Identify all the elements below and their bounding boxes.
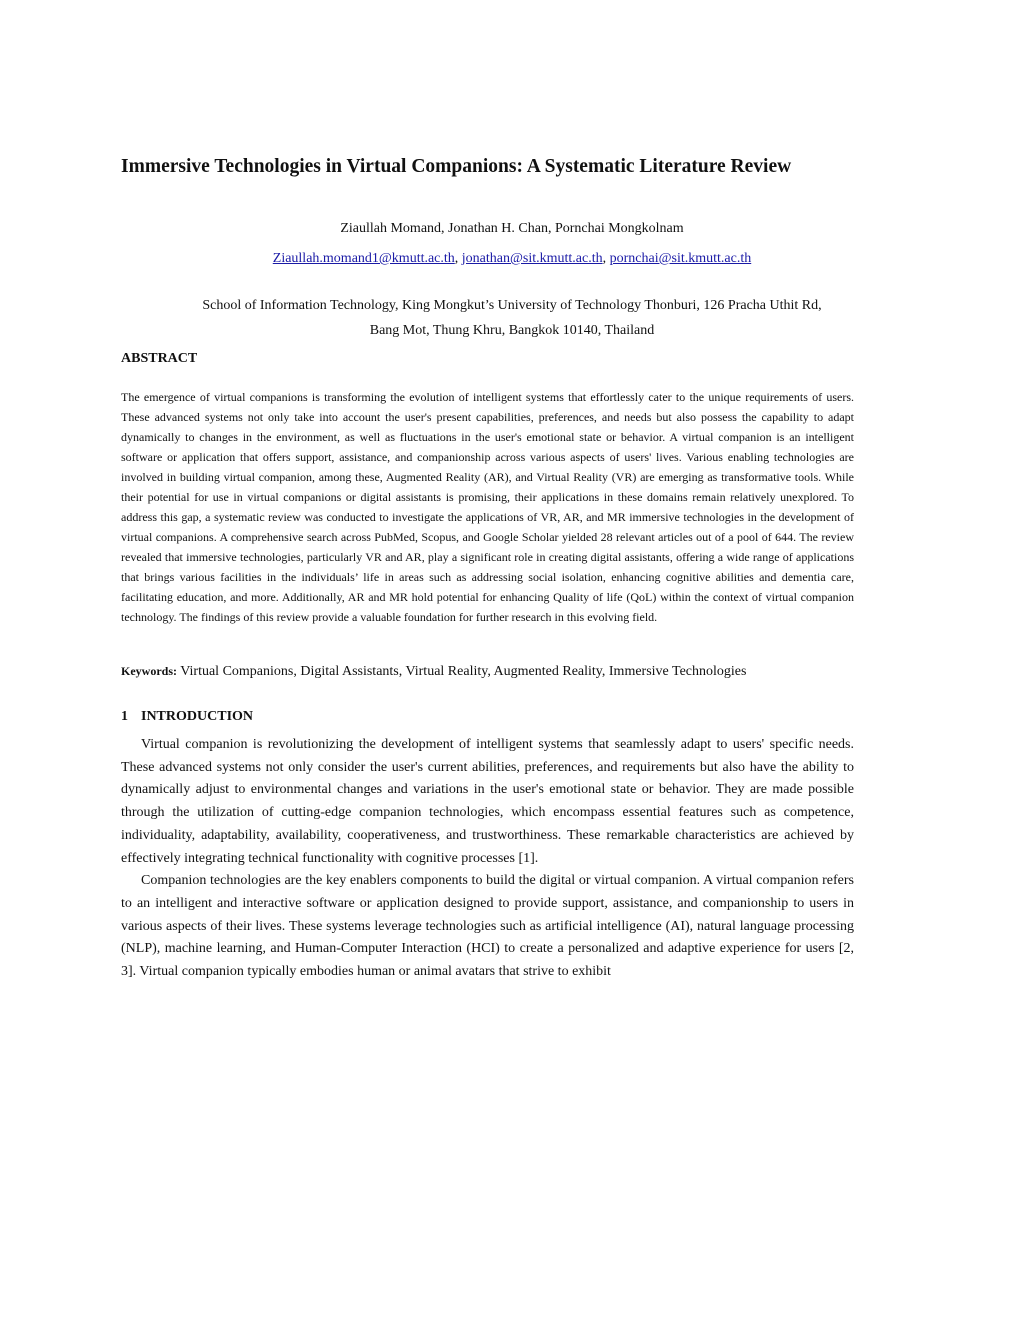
author-list: Ziaullah Momand, Jonathan H. Chan, Pornchai Mongkolnam [340,221,684,236]
paragraph: Companion technologies are the key enablers components to build the digital or virtual companion. A virtual companion refers to an intelligent and interactive software or application designed to provide support, assistance, and companionship to users in various aspects of their lives. These systems leverage technologies such as artificial intelligence (AI), natural language processing (NLP), machine learning, and Human-Computer Interaction (HCI) to create a personalized and adaptive experience for users [2, 3]. Virtual companion typically embodies human or animal avatars that strive to exhibit [121,873,854,980]
affiliation-line: School of Information Technology, King Mongkut’s University of Technology Thonburi, 126 Pracha Uthit Rd, [202,298,822,313]
affiliation-line: Bang Mot, Thung Khru, Bangkok 10140, Thailand [369,323,655,338]
email-link-chan[interactable]: jonathan@sit.kmutt.ac.th [461,251,603,266]
abstract-heading: ABSTRACT [121,351,198,366]
email-separator: , [454,251,462,266]
keywords-text: Virtual Companions, Digital Assistants, Virtual Reality, Augmented Reality, Immersive Technologies [180,664,747,679]
email-link-momand[interactable]: Ziaullah.momand1@kmutt.ac.th [272,251,455,266]
keywords [121,660,854,683]
email-separator: , [602,251,610,266]
paper-title: Immersive Technologies in Virtual Companions: A Systematic Literature Review [121,156,792,177]
abstract-body: The emergence of virtual companions is transforming the evolution of intelligent systems that effortlessly cater to the unique requirements of users. These advanced systems not only take into account the user's present capabilities, preferences, and needs but also possess the capability to adapt dynamically to changes in the environment, as well as fluctuations in the user's emotional state or behavior. A virtual companion is an intelligent software or application that offers support, assistance, and companionship across various aspects of users' lives. Various enabling technologies are involved in building virtual companion, among these, Augmented Reality (AR), and Virtual Reality (VR) are emerging as transformative tools. While their potential for use in virtual companions or digital assistants is promising, their applications in these domains remain relatively unexplored. To address this gap, a systematic review was conducted to investigate the applications of VR, AR, and MR immersive technologies in the development of virtual companions. A comprehensive search across PubMed, Scopus, and Google Scholar yielded 28 relevant articles out of a pool of 644. The review revealed that immersive technologies, particularly VR and AR, play a significant role in creating digital assistants, offering a wide range of applications that brings various facilities in the individuals’ life in areas such as addressing social isolation, enhancing cognitive abilities and dementia care, facilitating education, and more. Additionally, AR and MR hold potential for enhancing Quality of life (QoL) within the context of virtual companion technology. The findings of this review provide a valuable foundation for further research in this evolving field. [121,390,854,624]
paragraph: Virtual companion is revolutionizing the development of intelligent systems that seamlessly adapt to users' specific needs. These advanced systems not only consider the user's current abilities, preferences, and requirements but also have the ability to dynamically adjust to environmental changes and variations in the user's emotional state or behavior. They are made possible through the utilization of cutting-edge companion technologies, which encompass essential features such as competence, individuality, adaptability, availability, cooperativeness, and trustworthiness. These remarkable characteristics are achieved by effectively integrating technical functionality with cognitive processes [1]. [121,737,854,866]
section-heading-introduction [121,706,253,728]
section-title: INTRODUCTION [141,709,254,724]
keywords-label: Keywords: [121,664,177,678]
affiliation [0,293,1024,343]
author-emails [0,249,1024,269]
email-link-mongkolnam[interactable]: pornchai@sit.kmutt.ac.th [609,251,752,266]
introduction-body [121,734,854,984]
section-number: 1 [121,709,128,724]
